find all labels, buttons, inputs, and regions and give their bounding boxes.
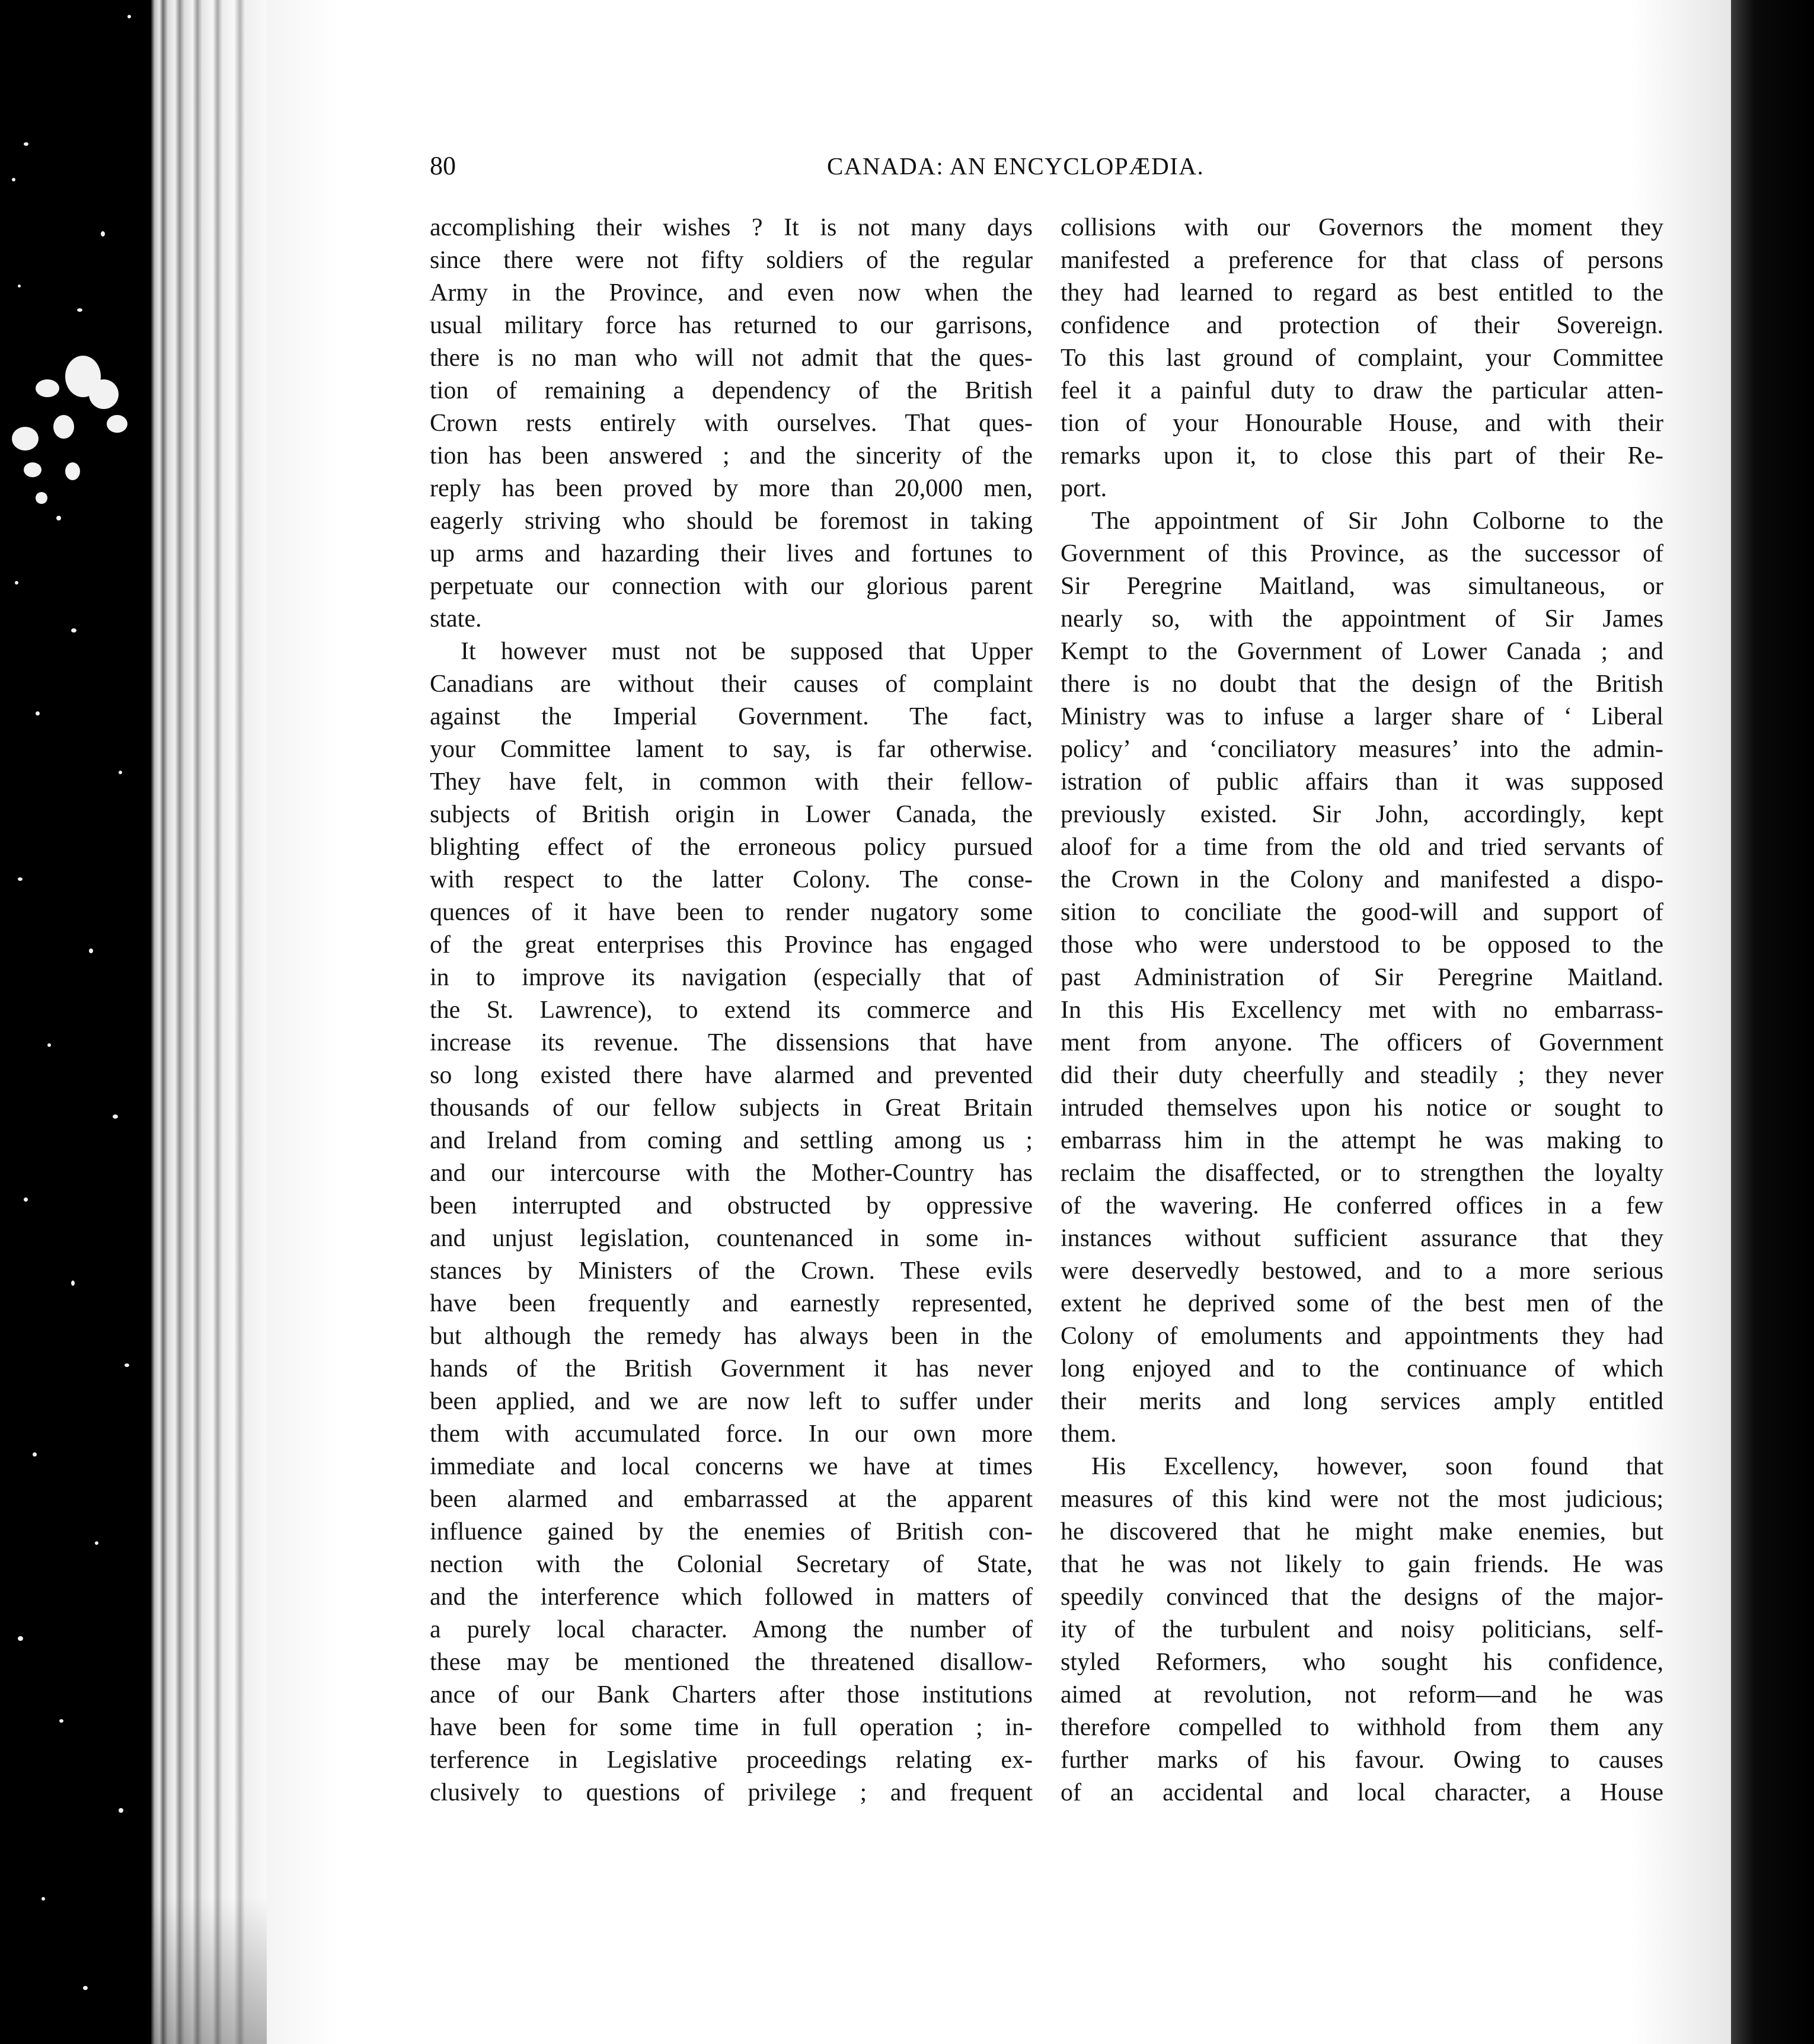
text-line: there is no man who will not admit that the ques- bbox=[430, 344, 1033, 372]
text-line: and the interference which followed in matters of bbox=[430, 1583, 1033, 1611]
text-line: istration of public affairs than it was supposed bbox=[1061, 768, 1663, 796]
text-line: speedily convinced that the designs of the major- bbox=[1061, 1583, 1663, 1611]
text-line: tion of remaining a dependency of the British bbox=[430, 377, 1033, 404]
text-line: reclaim the disaffected, or to strengthen the loyalty bbox=[1061, 1160, 1663, 1187]
text-line: Kempt to the Government of Lower Canada ; and bbox=[1061, 638, 1663, 665]
text-line: His Excellency, however, soon found that bbox=[1091, 1453, 1663, 1480]
text-line: they had learned to regard as best entitled to the bbox=[1061, 279, 1663, 306]
text-line: quences of it have been to render nugatory some bbox=[430, 899, 1033, 926]
text-line: Canadians are without their causes of complaint bbox=[430, 670, 1033, 698]
text-line: accomplishing their wishes ? It is not many days bbox=[430, 214, 1033, 241]
text-line: sition to conciliate the good-will and support of bbox=[1061, 899, 1663, 926]
text-line: remarks upon it, to close this part of their Re- bbox=[1061, 442, 1663, 470]
text-line: terference in Legislative proceedings relating ex- bbox=[430, 1746, 1033, 1774]
text-line: of an accidental and local character, a House bbox=[1061, 1779, 1663, 1806]
text-line: have been frequently and earnestly represented, bbox=[430, 1290, 1033, 1317]
text-line: have been for some time in full operation ; in- bbox=[430, 1714, 1033, 1741]
text-line: state. bbox=[430, 605, 482, 633]
text-line: tion has been answered ; and the sincerity of the bbox=[430, 442, 1033, 470]
text-line: Government of this Province, as the successor of bbox=[1061, 540, 1663, 567]
text-line: Colony of emoluments and appointments they had bbox=[1061, 1323, 1663, 1350]
text-line: your Committee lament to say, is far otherwise. bbox=[430, 736, 1033, 763]
text-line: previously existed. Sir John, accordingly, kept bbox=[1061, 801, 1663, 828]
text-line: them. bbox=[1061, 1420, 1117, 1448]
text-line: Army in the Province, and even now when the bbox=[430, 279, 1033, 306]
text-line: those who were understood to be opposed to the bbox=[1061, 931, 1663, 959]
text-line: Sir Peregrine Maitland, was simultaneous, or bbox=[1061, 573, 1663, 600]
text-line: of the great enterprises this Province has engaged bbox=[430, 931, 1033, 959]
text-line: collisions with our Governors the moment they bbox=[1061, 214, 1663, 241]
text-line: there is no doubt that the design of the British bbox=[1061, 670, 1663, 698]
text-line: Ministry was to infuse a larger share of ‘ Liberal bbox=[1061, 703, 1663, 730]
left-text-column bbox=[430, 212, 1033, 1809]
page-number: 80 bbox=[430, 151, 456, 180]
text-line: confidence and protection of their Sovereign. bbox=[1061, 312, 1663, 339]
text-line: their merits and long services amply entitled bbox=[1061, 1388, 1663, 1415]
text-line: subjects of British origin in Lower Canada, the bbox=[430, 801, 1033, 828]
text-line: nection with the Colonial Secretary of State, bbox=[430, 1551, 1033, 1578]
text-line: embarrass him in the attempt he was making to bbox=[1061, 1127, 1663, 1154]
text-line: reply has been proved by more than 20,000 men, bbox=[430, 475, 1033, 502]
text-line: since there were not fifty soldiers of the regular bbox=[430, 247, 1033, 274]
text-line: ance of our Bank Charters after those institutions bbox=[430, 1681, 1033, 1708]
text-line: blighting effect of the erroneous policy pursued bbox=[430, 833, 1033, 861]
text-line: in to improve its navigation (especially that of bbox=[430, 964, 1033, 991]
text-line: and unjust legislation, countenanced in some in- bbox=[430, 1225, 1033, 1252]
text-line: styled Reformers, who sought his confidence, bbox=[1061, 1649, 1663, 1676]
text-line: past Administration of Sir Peregrine Maitland. bbox=[1061, 964, 1663, 991]
text-line: these may be mentioned the threatened disallow- bbox=[430, 1649, 1033, 1676]
text-line: he discovered that he might make enemies, but bbox=[1061, 1518, 1663, 1545]
text-line: perpetuate our connection with our glorious parent bbox=[430, 573, 1033, 600]
text-line: with respect to the latter Colony. The conse- bbox=[430, 866, 1033, 893]
text-line: port. bbox=[1061, 475, 1107, 502]
text-line: did their duty cheerfully and steadily ; they never bbox=[1061, 1062, 1663, 1089]
text-line: therefore compelled to withhold from them any bbox=[1061, 1714, 1663, 1741]
text-line: influence gained by the enemies of British con- bbox=[430, 1518, 1033, 1545]
text-line: ment from anyone. The officers of Government bbox=[1061, 1029, 1663, 1056]
right-binding-shadow bbox=[1731, 0, 1814, 2044]
text-line: It however must not be supposed that Upper bbox=[461, 638, 1033, 665]
text-line: usual military force has returned to our garrisons, bbox=[430, 312, 1033, 339]
text-line: the Crown in the Colony and manifested a dispo- bbox=[1061, 866, 1663, 893]
text-line: policy’ and ‘conciliatory measures’ into the admin- bbox=[1061, 736, 1663, 763]
text-line: and Ireland from coming and settling among us ; bbox=[430, 1127, 1033, 1154]
text-line: them with accumulated force. In our own more bbox=[430, 1420, 1033, 1448]
text-line: nearly so, with the appointment of Sir James bbox=[1061, 605, 1663, 633]
text-line: instances without sufficient assurance that they bbox=[1061, 1225, 1663, 1252]
text-line: been applied, and we are now left to suffer under bbox=[430, 1388, 1033, 1415]
text-line: of the wavering. He conferred offices in a few bbox=[1061, 1192, 1663, 1219]
text-line: aimed at revolution, not reform—and he was bbox=[1061, 1681, 1663, 1708]
page-edge-shadow bbox=[151, 0, 270, 2044]
text-line: been alarmed and embarrassed at the apparent bbox=[430, 1486, 1033, 1513]
text-line: further marks of his favour. Owing to causes bbox=[1061, 1746, 1663, 1774]
text-line: against the Imperial Government. The fact, bbox=[430, 703, 1033, 730]
text-line: The appointment of Sir John Colborne to the bbox=[1091, 507, 1663, 535]
text-line: eagerly striving who should be foremost in taking bbox=[430, 507, 1033, 535]
text-line: tion of your Honourable House, and with their bbox=[1061, 410, 1663, 437]
text-line: immediate and local concerns we have at times bbox=[430, 1453, 1033, 1480]
text-line: the St. Lawrence), to extend its commerce and bbox=[430, 997, 1033, 1024]
text-line: long enjoyed and to the continuance of which bbox=[1061, 1355, 1663, 1382]
page-header bbox=[430, 148, 1260, 184]
text-line: They have felt, in common with their fellow- bbox=[430, 768, 1033, 796]
right-text-column bbox=[1061, 212, 1663, 1809]
text-line: extent he deprived some of the best men of the bbox=[1061, 1290, 1663, 1317]
text-line: thousands of our fellow subjects in Great Britain bbox=[430, 1094, 1033, 1122]
text-line: aloof for a time from the old and tried servants of bbox=[1061, 833, 1663, 861]
text-line: a purely local character. Among the number of bbox=[430, 1616, 1033, 1643]
text-line: measures of this kind were not the most judicious; bbox=[1061, 1486, 1663, 1513]
text-line: To this last ground of complaint, your Committee bbox=[1061, 344, 1663, 372]
text-line: clusively to questions of privilege ; and frequent bbox=[430, 1779, 1033, 1806]
text-line: were deservedly bestowed, and to a more serious bbox=[1061, 1257, 1663, 1285]
text-line: up arms and hazarding their lives and fortunes to bbox=[430, 540, 1033, 567]
text-line: that he was not likely to gain friends. He was bbox=[1061, 1551, 1663, 1578]
text-line: but although the remedy has always been in the bbox=[430, 1323, 1033, 1350]
text-line: feel it a painful duty to draw the particular atten- bbox=[1061, 377, 1663, 404]
text-line: In this His Excellency met with no embarrass- bbox=[1061, 997, 1663, 1024]
text-line: Crown rests entirely with ourselves. That ques- bbox=[430, 410, 1033, 437]
text-line: been interrupted and obstructed by oppressive bbox=[430, 1192, 1033, 1219]
text-line: increase its revenue. The dissensions that have bbox=[430, 1029, 1033, 1056]
text-line: ity of the turbulent and noisy politicians, self- bbox=[1061, 1616, 1663, 1643]
text-line: so long existed there have alarmed and prevented bbox=[430, 1062, 1033, 1089]
text-line: intruded themselves upon his notice or sought to bbox=[1061, 1094, 1663, 1122]
text-line: and our intercourse with the Mother-Country has bbox=[430, 1160, 1033, 1187]
running-head: CANADA: AN ENCYCLOPÆDIA. bbox=[827, 152, 1205, 180]
text-line: manifested a preference for that class of persons bbox=[1061, 247, 1663, 274]
text-line: stances by Ministers of the Crown. These evils bbox=[430, 1257, 1033, 1285]
text-line: hands of the British Government it has never bbox=[430, 1355, 1033, 1382]
